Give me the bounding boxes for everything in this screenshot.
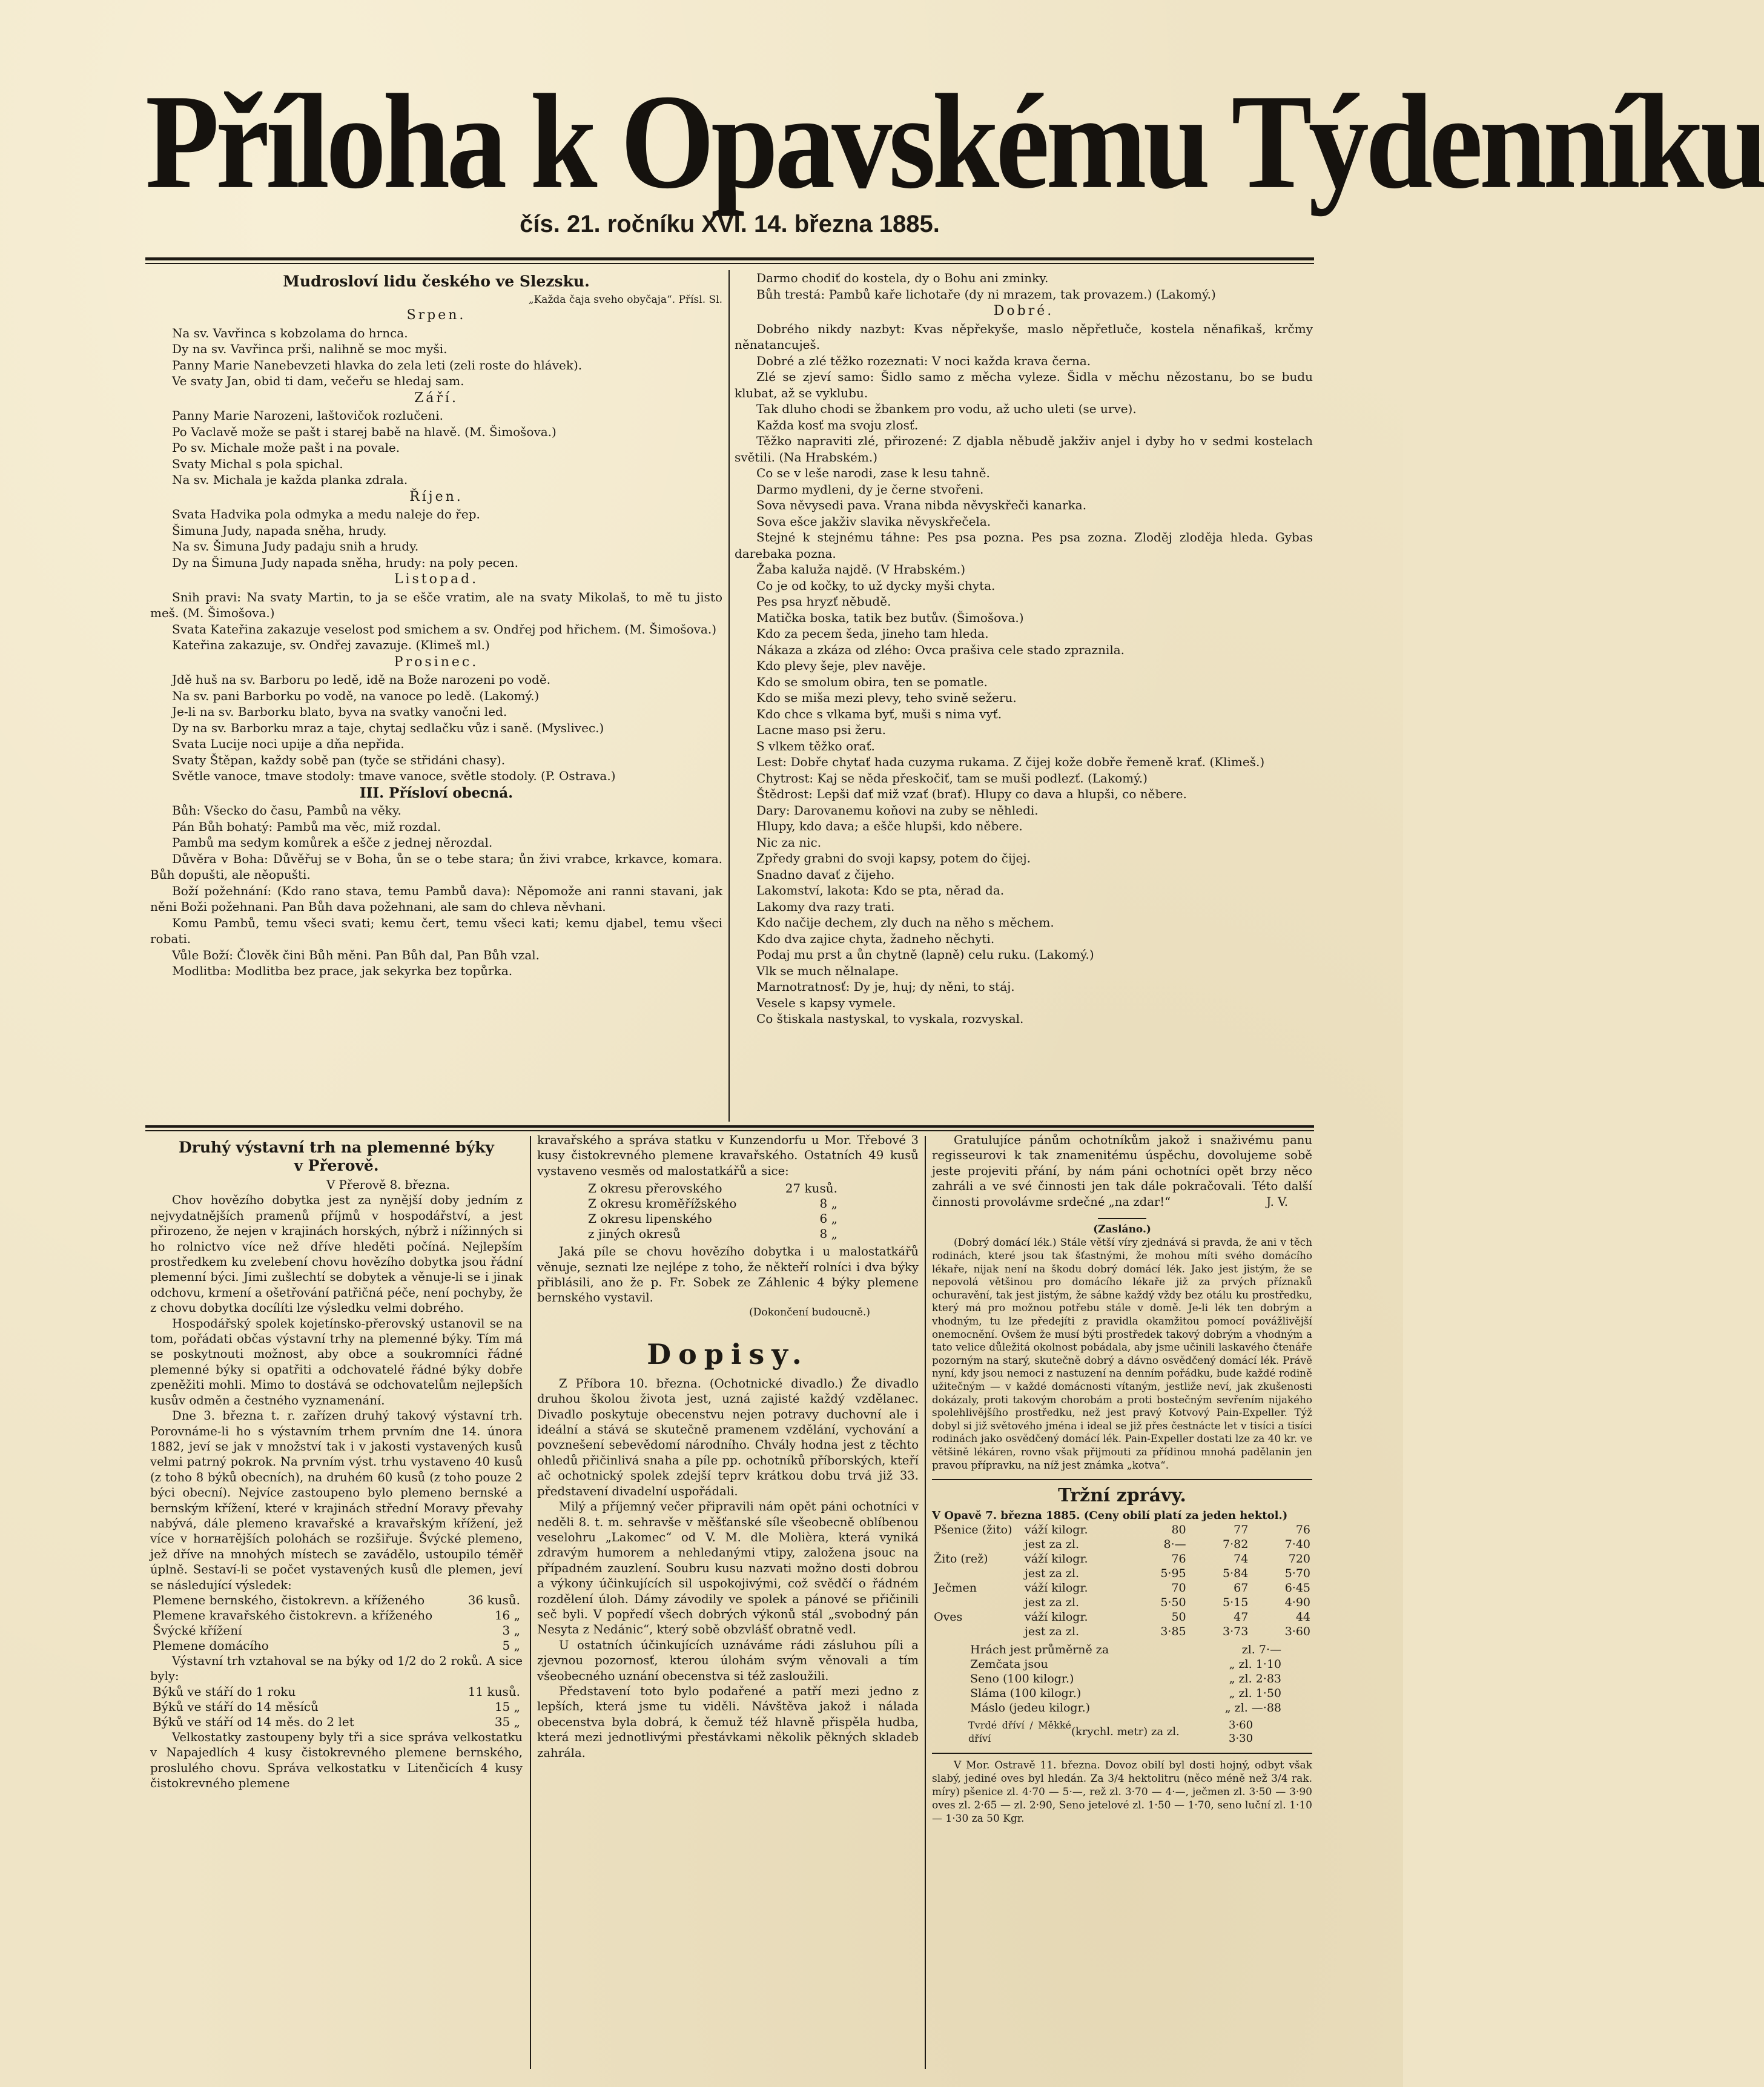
table-row — [150, 1623, 523, 1638]
row-value: „ zl. 1·10 — [1229, 1658, 1281, 1672]
issue-line: čís. 21. ročníku XVI. 14. března 1885. — [520, 211, 940, 237]
row-label: Zemčata jsou — [970, 1658, 1048, 1672]
row-value: 11 kusů. — [467, 1684, 520, 1699]
row-label: Býků ve stáří do 1 roku — [153, 1684, 296, 1699]
row-label: Sláma (100 kilogr.) — [970, 1687, 1082, 1701]
market-value: 76 — [1171, 1552, 1186, 1566]
breeds-table — [150, 1593, 523, 1653]
trh-paragraph: Dne 3. března t. r. zařízen druhý takový výstavní trh. Porovnáme-li ho s výstavním trhem prvním dne 14. února 1882, jeví se jak v množství tak i v jakosti vystavených kusů velmi patrný pokrok. Na prvním výst. trhu vystaveno 40 kusů (z toho 8 býků obecních), na druhém 60 kusů (z toho pouze 2 býci obecní). Nejvíce zastoupeno bylo plemeno bernské a bernským křížení, které v krajinách střední Moravy převahy nabývá, dále plemeno kravařské a kravařským křížení, jež více v horнатějších polohách se rozšiřuje. Švýcké plemeno, jež dříve na mnohých místech se zavádělo, ustoupilo téměř úplně. Sestaví-li se počet vystavených kusů dle plemen, jeví se následující výsledek: — [150, 1409, 523, 1592]
proverb-line: Bůh trestá: Pambů kaře lichotaře (dy ni mrazem, tak provazem.) (Lakomý.) — [756, 286, 1216, 302]
proverb-line: Nákaza a zkáza od zlého: Ovca prašiva cele stado zpraznila. — [756, 642, 1125, 657]
proverb-line: Jdě huš na sv. Barboru po ledě, idě na Bože narozeni po vodě. — [172, 672, 551, 687]
row-value: 3 „ — [502, 1622, 520, 1638]
market-row — [932, 1624, 1312, 1639]
proverb-line: Je-li na sv. Barborku blato, byva na svatky vanočni led. — [172, 704, 507, 719]
proverb-line: Pambů ma sedym komůrek a ešče z jednej něrozdal. — [172, 835, 493, 850]
proverb-line: Šimuna Judy, napada sněha, hrudy. — [172, 523, 387, 538]
proverb-line: Svata Hadvika pola odmyka a medu naleje do řep. — [172, 507, 480, 521]
market-value: 720 — [1288, 1552, 1310, 1566]
proverb-line: Co je od kočky, to už dycky myši chyta. — [756, 578, 996, 593]
dobre-lines — [735, 321, 1313, 1027]
market-sub: jest za zl. — [1025, 1625, 1080, 1639]
row-value: „ zl. —·88 — [1224, 1701, 1281, 1715]
proverb-line: Stejné k stejnému táhne: Pes psa pozna. Pes psa zozna. Zloděj zloděja hleda. Gybas darebaka pozna. — [735, 530, 1313, 561]
proverb-line: Po Vaclavě može se pašt i starej babě na hlavě. (M. Šimošova.) — [172, 424, 557, 439]
table-row — [150, 1608, 523, 1623]
proverb-line: Co se v leše narodi, zase k lesu tahně. — [756, 466, 990, 480]
proverb-line: Dy na Šimuna Judy napada sněha, hrudy: na poly pecen. — [172, 555, 518, 570]
trh-continued: (Dokončení budoucně.) — [749, 1306, 870, 1318]
section3-title: III. Přísloví obecná. — [359, 784, 514, 801]
gratulace-text: Gratulujíce pánům ochotníkům jakož i snaživému panu regisseurovi k tak znamenitému úspěchu, dovolujeme sobě jeste projeviti přání, by nám páni ochotníci opět brzy něco zahráli a ve své činnosti jen tak dále pokračovali. Této další činnosti provolávme srdečné „na zdar!“ — [932, 1133, 1312, 1209]
proverb-line: Těžko napraviti zlé, přirozené: Z djabla něbudě jakživ anjel i dyby ho v sedmi kostelach světili. (Na Hrabském.) — [735, 434, 1313, 465]
trh-column — [150, 1136, 523, 1791]
market-value: 74 — [1234, 1552, 1249, 1566]
market-sub: jest za zl. — [1025, 1596, 1080, 1610]
trzni-header: V Opavě 7. března 1885. (Ceny obilí platí za jeden hektol.) — [932, 1509, 1288, 1523]
market-crop — [932, 1566, 1023, 1581]
row-value: 6 „ — [819, 1211, 837, 1226]
trh-paragraphs — [150, 1192, 523, 1593]
mudroslovi-column-right — [735, 270, 1313, 1027]
section-heading: Září. — [414, 390, 458, 406]
proverb-line: Kdo plevy šeje, plev navěje. — [756, 658, 927, 673]
proverb-line: Snih pravi: Na svaty Martin, to ja se ešče vratim, ale na svaty Mikolaš, to mě tu jisto meš. (M. Šimošova.) — [150, 589, 722, 620]
table-row — [968, 1642, 1283, 1657]
market-row — [932, 1595, 1312, 1610]
market-row — [932, 1610, 1312, 1624]
section3-lines — [150, 802, 722, 979]
proverb-line: Vůle Boží: Člověk čini Bůh měni. Pan Bůh dal, Pan Bůh vzal. — [172, 947, 540, 962]
row-label: Hrách jest průměrně za — [970, 1643, 1109, 1657]
market-value: 67 — [1234, 1581, 1249, 1595]
proverb-line: Ve svaty Jan, obid ti dam, večeřu se hledaj sam. — [172, 374, 464, 388]
proverb-line: Důvěra v Boha: Důvěřuj se v Boha, ůn se o tebe stara; ůn živi vrabce, krkavce, komara. Bůh dopušti, ale něopušti. — [150, 851, 722, 882]
mudroslovi-motto: „Každa čaja sveho obyčaja“. Přísl. Sl. — [528, 294, 722, 306]
row-value: 36 kusů. — [467, 1592, 520, 1607]
market-value: 80 — [1171, 1523, 1186, 1537]
market-value: 5·95 — [1160, 1567, 1186, 1581]
proverb-line: Na sv. Michala je každa planka zdrala. — [172, 472, 408, 487]
market-value: 77 — [1234, 1523, 1249, 1537]
right-bottom-column — [932, 1133, 1312, 1825]
proverb-line: Svaty Štěpan, každy sobě pan (tyče se střidáni chasy). — [172, 752, 506, 767]
proverb-line: Kateřina zakazuje, sv. Ondřej zavazuje. (Klimeš ml.) — [172, 638, 490, 652]
proverb-line: Tak dluho chodi se žbankem pro vodu, až ucho uleti (se urve). — [756, 402, 1137, 416]
market-value: 3·60 — [1284, 1625, 1310, 1639]
market-value: 5·84 — [1223, 1567, 1249, 1581]
proverb-line: Panny Marie Nanebevzeti hlavka do zela leti (zeli roste do hlávek). — [172, 357, 583, 372]
proverb-line: Marnotratnosť: Dy je, huj; dy něni, to stáj. — [756, 979, 1015, 994]
column-divider-top — [728, 270, 730, 1122]
middle-rule-thick — [145, 1125, 1314, 1128]
market-sub: váží kilogr. — [1025, 1581, 1088, 1595]
proverb-line: Na sv. Šimuna Judy padaju snih a hrudy. — [172, 539, 419, 554]
table-row — [150, 1715, 523, 1730]
proverb-line: Kdo dva zajice chyta, žadneho něchyti. — [756, 931, 995, 946]
row-label: Z okresu lipenského — [588, 1211, 712, 1226]
trzni-table — [932, 1523, 1312, 1639]
market-value: 50 — [1171, 1610, 1186, 1624]
mudroslovi-title: Mudrosloví lidu českého ve Slezsku. — [283, 273, 590, 290]
right-top-lines — [735, 270, 1313, 302]
table-row — [150, 1699, 523, 1715]
table-row — [586, 1211, 840, 1226]
proverb-line: Matička boska, tatik bez butův. (Šimošova.) — [756, 610, 1024, 625]
row-value: „ zl. 2·83 — [1229, 1672, 1281, 1686]
proverb-line: Po sv. Michale može pašt i na povale. — [172, 440, 400, 455]
proverb-line: Boží požehnání: (Kdo rano stava, temu Pambů dava): Něpomože ani ranni stavani, jak něni Boži požehnani. Pan Bůh dava požehnani, ale sam do chleva něvhani. — [150, 883, 722, 914]
table-row — [968, 1686, 1283, 1701]
row-value: 35 „ — [494, 1714, 520, 1729]
row-value: 15 „ — [494, 1699, 520, 1714]
row-value: 5 „ — [502, 1638, 520, 1653]
proverb-line: Snadno davať z čijeho. — [756, 867, 895, 882]
market-value: 70 — [1171, 1581, 1186, 1595]
row-label: Z okresu přerovského — [588, 1181, 722, 1196]
proverb-line: Dobrého nikdy nazbyt: Kvas něpřekyše, maslo něpřetluče, kostela něnafikaš, krčmy něnatancuješ. — [735, 321, 1313, 352]
dopisy-paragraph: Představení toto bylo podařené a patří mezi jedno z lepších, která jsme tu viděli. Návštěva jakož i nálada obecenstva byla dobrá, k čemuž též hlavně přispěla hudba, která mezi jednotlivými přestávkami několik pěkných skladeb zahrála. — [537, 1684, 919, 1760]
market-crop: Oves — [934, 1610, 963, 1624]
section-heading: Prosinec. — [394, 654, 479, 670]
trh-ages-para: Výstavní trh vztahoval se na býky od 1/2 do 2 roků. A sice byly: — [150, 1653, 523, 1684]
masthead-title: Příloha k Opavskému Týdenníku — [145, 67, 1764, 217]
row-value: 27 kusů. — [785, 1181, 837, 1196]
proverb-line: Darmo mydleni, dy je černe stvořeni. — [756, 481, 984, 497]
row-label: z jiných okresů — [588, 1226, 681, 1242]
proverb-line: Zpředy grabni do svoji kapsy, potem do čijej. — [756, 851, 1031, 865]
table-row — [150, 1684, 523, 1699]
market-row — [932, 1552, 1312, 1566]
market-row — [932, 1581, 1312, 1595]
market-value: 5·70 — [1284, 1567, 1310, 1581]
section-heading: Listopad. — [394, 572, 479, 587]
row-label: Plemene bernského, čistokrevn. a kříženého — [153, 1592, 425, 1607]
row-value: 8 „ — [819, 1226, 837, 1242]
market-value: 3·73 — [1223, 1625, 1249, 1639]
market-value: 3·85 — [1160, 1625, 1186, 1639]
market-sub: váží kilogr. — [1025, 1552, 1088, 1566]
market-value: 44 — [1295, 1610, 1310, 1624]
market-sub: jest za zl. — [1025, 1538, 1080, 1552]
wood-unit: (krychl. metr) za zl. — [1071, 1725, 1180, 1739]
proverb-line: Světle vanoce, tmave stodoly: tmave vanoce, světle stodoly. (P. Ostrava.) — [172, 769, 616, 783]
ostrava-report: V Mor. Ostravě 11. března. Dovoz obilí byl dosti hojný, odbyt však slabý, jediné oves byl hledán. Za 3/4 hektolitru (něco méně než 3/4 rak. míry) pšenice zl. 4·70 — 5·—, rež zl. 3·70 — 4·—, ječmen zl. 3·50 — 3·90 oves zl. 2·65 — zl. 2·90, Seno jetelové zl. 1·50 — 1·70, seno luční zl. 1·10 — 1·30 za 50 Kgr. — [932, 1759, 1312, 1825]
ages-table — [150, 1684, 523, 1730]
dobre-heading: Dobré. — [993, 303, 1054, 319]
districts-table — [586, 1181, 840, 1242]
market-value: 7·82 — [1223, 1538, 1249, 1552]
proverb-line: Vesele s kapsy vymele. — [756, 995, 896, 1010]
top-rule-thin — [145, 263, 1314, 264]
market-crop — [932, 1537, 1023, 1552]
mudroslovi-sections — [150, 308, 722, 784]
proverb-line: Lakomství, lakota: Kdo se pta, něrad da. — [756, 883, 1005, 898]
dopisy-paragraph: U ostatních účinkujících uznáváme rádi zásluhou píli a zjevnou pozornosť, kterou úlohám svým věnovali a tím všeobecného uznání obecenstva si též zasloužili. — [537, 1638, 919, 1683]
trh-dateline: V Přerově 8. března. — [326, 1178, 450, 1192]
row-label: Z okresu kroměřížského — [588, 1196, 737, 1211]
market-crop: Ječmen — [934, 1581, 977, 1595]
market-row — [932, 1523, 1312, 1537]
zaslano-rule — [1098, 1218, 1146, 1219]
row-value: 16 „ — [494, 1607, 520, 1622]
proverb-line: Sova ešce jakživ slavika něvyskřečela. — [756, 514, 991, 529]
proverb-line: Dy na sv. Barborku mraz a taje, chytaj sedlačku vůz i saně. (Myslivec.) — [172, 720, 604, 735]
proverb-line: Kdo se smolum obira, ten se pomatle. — [756, 674, 988, 689]
table-row — [150, 1593, 523, 1608]
proverb-line: Dobré a zlé těžko rozeznati: V noci každa krava černa. — [756, 353, 1091, 368]
table-row — [968, 1672, 1283, 1686]
row-label: Plemene kravařského čistokrevn. a kříženého — [153, 1607, 433, 1622]
trh-col2-para2: Jaká píle se chovu hovězího dobytka i u malostatkářů věnuje, seznati lze nejlépe z toho, že někteří rolníci i dva býky přiblásili, ano že p. Fr. Sobek ze Záhlenic 4 býky plemene bernského vystavil. — [537, 1245, 919, 1305]
proverb-line: Svata Lucije noci upije a dňa nepřida. — [172, 736, 405, 751]
row-label: Býků ve stáří od 14 měs. do 2 let — [153, 1714, 354, 1729]
market-sub: váží kilogr. — [1025, 1610, 1088, 1624]
mudroslovi-column-left — [150, 270, 722, 979]
proverb-line: Svata Kateřina zakazuje veselost pod smichem a sv. Ondřej pod hřichem. (M. Šimošova.) — [172, 621, 717, 637]
dopisy-paragraph: Milý a příjemný večer připravili nám opět páni ochotníci v neděli 8. t. m. sehravše v měšťanské síle všeobecně oblíbenou veselohru „Lakomec“ od V. M. dle Molièra, která vyniká zdravým humorem a nehledanými vtipy, založena jsouc na případném zauzlení. Soubru kusu nazvati možno dosti dobrou a výkony účinkujících sil uspokojivými, což svědčí o řádném rozdělení úloh. Dámy závodily ve spolek a pánové se přičinili seč byli. V popředí všech dobrých výkonů stál „svobodný pán Nesyta z Nedánic“, který sobě obzvlášť obratně vedl. — [537, 1500, 919, 1637]
dopisy-column — [537, 1133, 919, 1761]
row-label: Plemene domácího — [153, 1638, 269, 1653]
proverb-line: Štědrost: Lepši dať miž vzať (brať). Hlupy co dava a hlupši, co něbere. — [756, 787, 1187, 801]
row-value: 8 „ — [819, 1196, 837, 1211]
table-row — [586, 1226, 840, 1242]
ostrava-rule — [932, 1753, 1312, 1754]
proverb-line: Bůh: Všecko do času, Pambů na věky. — [172, 803, 401, 818]
proverb-line: Darmo chodiť do kostela, dy o Bohu ani zminky. — [756, 271, 1049, 285]
table-row — [586, 1196, 840, 1211]
table-row — [586, 1181, 840, 1196]
proverb-line: Vlk se much nělnalape. — [756, 963, 899, 978]
section-heading: Říjen. — [409, 489, 463, 504]
wood-label: Tvrdé dříví / Měkké dříví — [968, 1719, 1071, 1745]
proverb-line: Žaba kaluža najdě. (V Hrabském.) — [756, 562, 966, 577]
wood-value-soft: 3·30 — [1229, 1732, 1254, 1745]
middle-rule-thin — [145, 1130, 1314, 1131]
proverb-line: Komu Pambů, temu všeci svati; kemu čert, temu všeci kati; kemu djabel, temu všeci robati. — [150, 915, 722, 946]
row-label: Švýcké křížení — [153, 1622, 242, 1638]
market-row — [932, 1537, 1312, 1552]
proverb-line: Dy na sv. Vavřinca prši, nalihně se moc myši. — [172, 342, 448, 356]
proverb-line: Pes psa hryzť něbudě. — [756, 594, 891, 609]
proverb-line: Kdo chce s vlkama byť, muši s nima vyť. — [756, 706, 1002, 721]
proverb-line: Chytrost: Kaj se něda přeskočiť, tam se muši podlezť. (Lakomý.) — [756, 770, 1148, 786]
proverb-line: Každa kosť ma svoju zlosť. — [756, 417, 919, 432]
market-sub: váží kilogr. — [1025, 1523, 1088, 1537]
top-rule-thick — [145, 257, 1314, 260]
wood-values — [1229, 1719, 1253, 1745]
market-crop: Pšenice (žito) — [934, 1523, 1012, 1537]
proverb-line: Lacne maso psi žeru. — [756, 723, 887, 737]
row-label: Máslo (jedeu kilogr.) — [970, 1701, 1091, 1715]
row-label: Seno (100 kilogr.) — [970, 1672, 1074, 1686]
proverb-line: Lest: Dobře chytať hada cuzyma rukama. Z čijej kože dobře řemeně krať. (Klimeš.) — [756, 755, 1265, 769]
market-value: 76 — [1295, 1523, 1310, 1537]
trh-title: Druhý výstavní trh na plemenné býky v Přerově. — [179, 1139, 494, 1174]
trh-paragraph: Hospodářský spolek kojetínsko-přerovský ustanovil se na tom, pořádati občas výstavní trhy na plemenné býky. Tím má se poskytnouti možnost, aby obce a soukromníci řádné plemenné býky si opatřiti a odchovatelé řádné býky dobře zpeněžiti mohli. Mimo to dostává se odchovatelům nejlepších kusův odměn a čestného vyznamenání. — [150, 1316, 523, 1407]
market-value: 4·90 — [1284, 1596, 1310, 1610]
trzni-title: Tržní zprávy. — [1058, 1485, 1186, 1507]
dopisy-paragraph: Z Příbora 10. března. (Ochotnické divadlo.) Že divadlo druhou školou života jest, uzná zajisté každý vzdělanec. Divadlo poskytuje obecenstvu nejen potravy duchovní ale i ideální a stává se skutečně pramenem vzdělání, vychování a povznešení sebevědomí národního. Chvály hodna jest z těchto ohledů přičinlivá snaha a píle pp. ochotníků příborských, kteří ač ochotnický spolek zdejší teprv krátkou dobu trvá již 33. představení divadelní uspořádali. — [537, 1376, 919, 1498]
proverb-line: Podaj mu prst a ůn chytně (lapně) celu ruku. (Lakomý.) — [756, 947, 1094, 962]
market-value: 6·45 — [1284, 1581, 1310, 1595]
market-value: 5·50 — [1160, 1596, 1186, 1610]
trh-last-para: Velkostatky zastoupeny byly tři a sice správa velkostatku v Napajedlích 4 kusy čistokrevného plemene bernského, proslulého chovu. Správa velkostatku v Litenčicích 4 kusy čistokrevného plemene — [150, 1730, 523, 1790]
proverb-line: Modlitba: Modlitba bez prace, jak sekyrka bez topůrka. — [172, 964, 513, 978]
dopisy-title: Dopisy. — [647, 1337, 809, 1371]
proverb-line: Svaty Michal s pola spichal. — [172, 456, 343, 471]
proverb-line: Panny Marie Narozeni, laštovičok rozlučeni. — [172, 408, 444, 423]
row-value: „ zl. 1·50 — [1229, 1687, 1281, 1701]
proverb-line: Kdo načije dechem, zly duch na něho s měchem. — [756, 915, 1054, 930]
table-row — [150, 1638, 523, 1653]
market-value: 8·— — [1163, 1538, 1186, 1552]
row-label: Býků ve stáří do 14 měsíců — [153, 1699, 319, 1714]
row-value: zl. 7·— — [1241, 1643, 1281, 1657]
proverb-line: Zlé se zjeví samo: Šidlo samo z měcha vyleze. Šidla v měchu nězostanu, bo se budu klubat, až se vyklubu. — [735, 369, 1313, 400]
market-crop — [932, 1624, 1023, 1639]
proverb-line: Na sv. Vavřinca s kobzolama do hrnca. — [172, 325, 408, 340]
proverb-line: Co štiskala nastyskal, to vyskala, rozvyskal. — [756, 1011, 1024, 1026]
proverb-line: Sova něvysedi pava. Vrana nibda něvyskřeči kanarka. — [756, 498, 1087, 512]
proverb-line: Kdo se miša mezi plevy, teho svině sežeru. — [756, 690, 1017, 705]
zaslano-title: (Zasláno.) — [1093, 1223, 1151, 1236]
market-crop — [932, 1595, 1023, 1610]
dopisy-paragraphs — [537, 1376, 919, 1761]
proverb-line: Kdo za pecem šeda, jineho tam hleda. — [756, 626, 989, 641]
wood-value-hard: 3·60 — [1229, 1719, 1254, 1732]
proverb-line: S vlkem těžko orať. — [756, 738, 875, 753]
proverb-line: Pán Bůh bohatý: Pambů ma věc, miž rozdal. — [172, 819, 441, 834]
gratulace-signature: J. V. — [1266, 1195, 1288, 1209]
trh-col2-para: kravařského a správa statku v Kunzendorfu u Mor. Třebové 3 kusy čistokrevného plemene kravařského. Ostatních 49 kusů vystaveno vesměs od malostatkářů a sice: — [537, 1133, 919, 1178]
trzni-rule — [932, 1479, 1312, 1480]
market-crop: Žito (rež) — [934, 1552, 988, 1566]
column-divider-bottom-1 — [530, 1136, 531, 2069]
table-row — [968, 1701, 1283, 1715]
column-divider-bottom-2 — [925, 1136, 926, 2069]
proverb-line: Dary: Darovanemu koňovi na zuby se něhledi. — [756, 802, 1039, 818]
market-row — [932, 1566, 1312, 1581]
proverb-line: Hlupy, kdo dava; a ešče hlupši, kdo něbere. — [756, 819, 1023, 833]
wood-block — [968, 1719, 1312, 1745]
zaslano-text: (Dobrý domácí lék.) Stále větší víry zjednává si pravda, že ani v těch rodinách, které jsou tak šťastnými, že mohou míti svého domácího lékaře, nijak není na škodu dobrý domácí lék. Jako jest jistým, že se nepovolá většinou pro domácího lékaře již za prvých příznaků ochuravění, tak jest jistým, že sábne každý vždy bez otálu ku prostředku, který má pro možnou potřebu stále v domě. Je-li lék ten dobrým a vhodným, tu lze předejíti z pravidla okamžitou pomocí povážlivější onemocnění. Ovšem že musí býti prostředek takový dobrým a vhodným a tato velice důležitá okolnost pobádala, aby jsme učinili laskavého čtenáře pozorným na starý, skutečně dobrý a dávno osvědčený domácí lék. Právě nyní, kdy jsou nemoci z nastuzení na denním pořádku, bude každé rodině užitečným — v každé domácnosti vítaným, jestliže neví, jak zkušenosti dokázaly, proti takovým chorobám a proti bostečným sevřením nijakého spolehlivějšího prostředku, než jest pravý Kotvový Pain-Expeller. Týž dobyl si již světového jména i ideal se již přes čestnácte let v tisíci a tisíci rodinách jako osvědčený domácí lék. Pain-Expeller dostati lze za 40 kr. ve většině lékáren, rovno však přijmouti za přídinou mnohá padělanin jen pravou přípravku, na níž jest známka „kotva“. — [932, 1236, 1312, 1471]
market-value: 47 — [1234, 1610, 1249, 1624]
market-sub: jest za zl. — [1025, 1567, 1080, 1581]
market-value: 5·15 — [1223, 1596, 1249, 1610]
trzni-extra-table — [968, 1642, 1283, 1715]
proverb-line: Nic za nic. — [756, 835, 822, 850]
table-row — [968, 1657, 1283, 1672]
trh-paragraph: Chov hovězího dobytka jest za nynější doby jedním z nejvydatnějších pramenů příjmů v hospodářství, a jest přirozeno, že nejen v krajinách horských, nýbrž i nížinných si ho rolnictvo více než dříve hleděti počíná. Nejlepším prostředkem ku zvelebení chovu hovězího dobytka jsou řádní plemenní býci. Jimi zušlechtí se dobytek a věnuje-li se i jinak odchovu, krmení a ošetřování patřičná péče, není pochyby, že z chovu dobytka docílíti lze výsledku velmi dobrého. — [150, 1193, 523, 1315]
market-value: 7·40 — [1284, 1538, 1310, 1552]
proverb-line: Na sv. pani Barborku po vodě, na vanoce po ledě. (Lakomý.) — [172, 688, 540, 703]
proverb-line: Lakomy dva razy trati. — [756, 899, 895, 914]
section-heading: Srpen. — [406, 308, 466, 323]
